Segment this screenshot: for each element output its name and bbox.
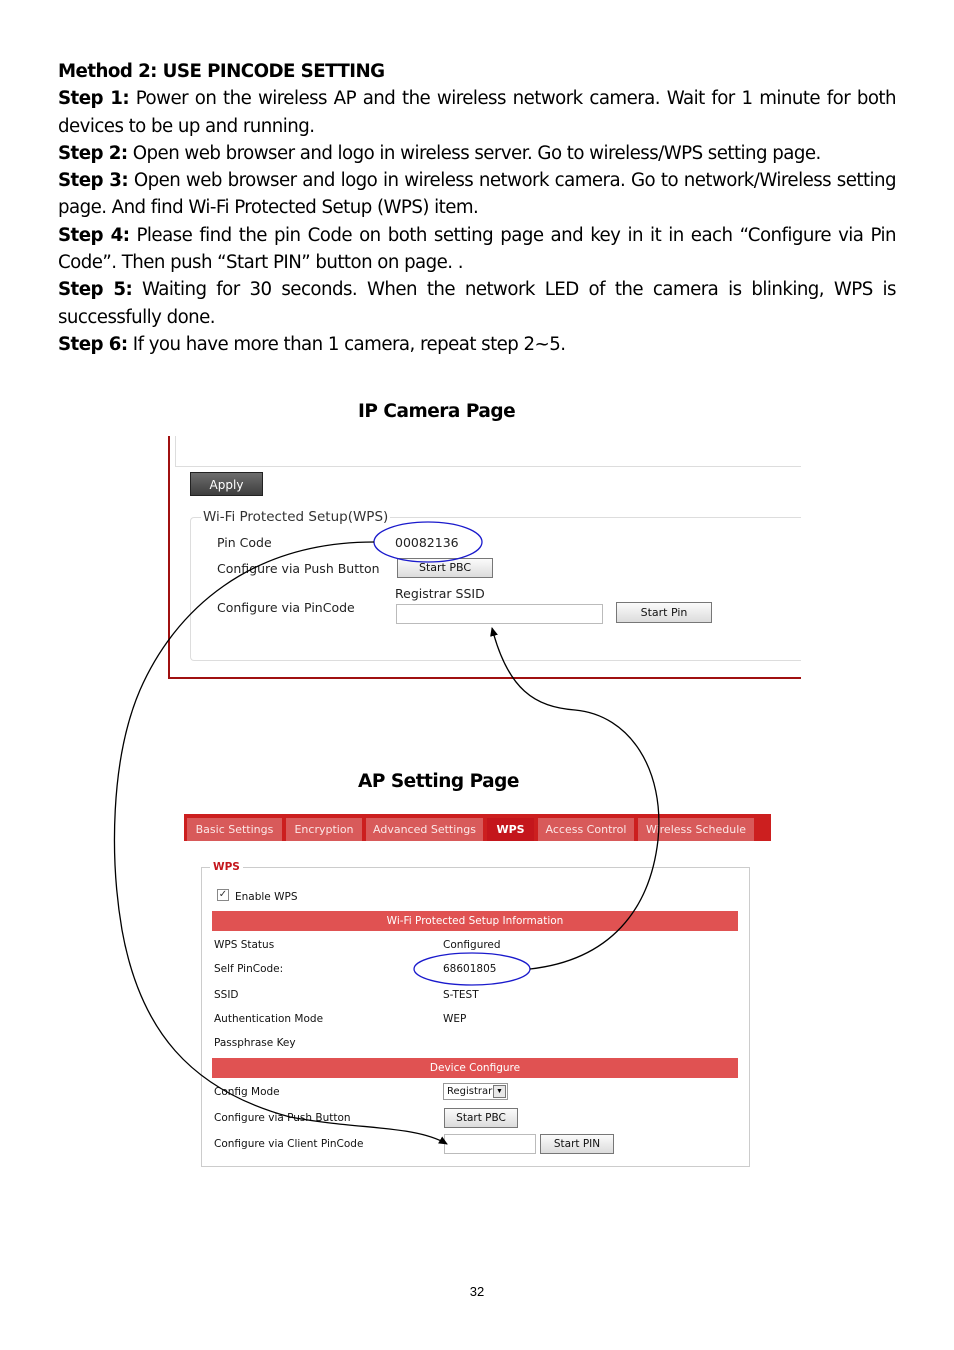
ip-camera-caption: IP Camera Page	[358, 401, 516, 422]
page-number: 32	[469, 1284, 485, 1299]
tab-basic-settings[interactable]: Basic Settings	[187, 818, 282, 841]
step-2: Step 2: Open web browser and logo in wireless server. Go to wireless/WPS setting page.	[58, 142, 821, 164]
ap-start-pbc-button[interactable]: Start PBC	[444, 1108, 518, 1128]
ap-wps-legend: WPS	[210, 861, 243, 873]
arrow-ap-to-camera	[492, 628, 659, 969]
step-6: Step 6: If you have more than 1 camera, repeat step 2~5.	[58, 333, 566, 355]
pin-code-label: Pin Code	[217, 535, 272, 550]
camera-start-pbc-button[interactable]: Start PBC	[397, 558, 493, 578]
camera-start-pin-button[interactable]: Start Pin	[616, 602, 712, 623]
wps-info-header: Wi-Fi Protected Setup Information	[212, 911, 738, 931]
camera-pincode-label: Configure via PinCode	[217, 600, 355, 615]
tab-wps[interactable]: WPS	[487, 818, 534, 841]
enable-wps-label: Enable WPS	[235, 891, 298, 903]
auth-mode-value: WEP	[443, 1013, 467, 1025]
passphrase-key-label: Passphrase Key	[214, 1037, 296, 1049]
tab-advanced-settings[interactable]: Advanced Settings	[366, 818, 483, 841]
pin-code-value: 00082136	[395, 535, 459, 550]
ssid-label: SSID	[214, 989, 239, 1001]
registrar-ssid-label: Registrar SSID	[395, 586, 485, 601]
method-heading: Method 2: USE PINCODE SETTING	[58, 61, 385, 82]
apply-button[interactable]: Apply	[190, 472, 263, 496]
wps-status-label: WPS Status	[214, 939, 275, 951]
device-configure-header: Device Configure	[212, 1058, 738, 1078]
step-4: Step 4: Please find the pin Code on both setting page and key in it in each “Configure via Pin Code”. Then push “Start PIN” button on page. .	[58, 224, 896, 274]
auth-mode-label: Authentication Mode	[214, 1013, 324, 1025]
step-5: Step 5: Waiting for 30 seconds. When the network LED of the camera is blinking, WPS is successfully done.	[58, 279, 896, 328]
step-3: Step 3: Open web browser and logo in wireless network camera. Go to network/Wireless setting page. And find Wi-Fi Protected Setup (WPS) item.	[58, 170, 896, 219]
wps-status-value: Configured	[443, 939, 501, 951]
ap-push-button-label: Configure via Push Button	[214, 1112, 351, 1124]
camera-pin-highlight-ellipse	[374, 522, 482, 562]
tab-encryption[interactable]: Encryption	[286, 818, 362, 841]
camera-wps-legend: Wi-Fi Protected Setup(WPS)	[203, 509, 389, 525]
ap-start-pin-button[interactable]: Start PIN	[540, 1134, 614, 1154]
config-mode-value: Registrar	[447, 1086, 493, 1097]
step-1: Step 1: Power on the wireless AP and the wireless network camera. Wait for 1 minute for both devices to be up and running.	[58, 88, 896, 137]
ap-pin-highlight-ellipse	[414, 953, 530, 985]
tab-access-control[interactable]: Access Control	[538, 818, 634, 841]
self-pincode-value: 68601805	[443, 963, 497, 975]
camera-push-button-label: Configure via Push Button	[217, 561, 380, 576]
chevron-down-icon[interactable]: ▼	[493, 1085, 506, 1098]
arrow-camera-to-ap	[115, 542, 447, 1144]
config-mode-label: Config Mode	[214, 1086, 280, 1098]
client-pincode-label: Configure via Client PinCode	[214, 1138, 364, 1150]
enable-wps-checkbox[interactable]: ✓	[218, 889, 228, 900]
self-pincode-label: Self PinCode:	[214, 963, 284, 975]
ssid-value: S-TEST	[443, 989, 479, 1001]
ap-setting-caption: AP Setting Page	[358, 771, 519, 792]
tab-wireless-schedule[interactable]: Wireless Schedule	[638, 818, 754, 841]
